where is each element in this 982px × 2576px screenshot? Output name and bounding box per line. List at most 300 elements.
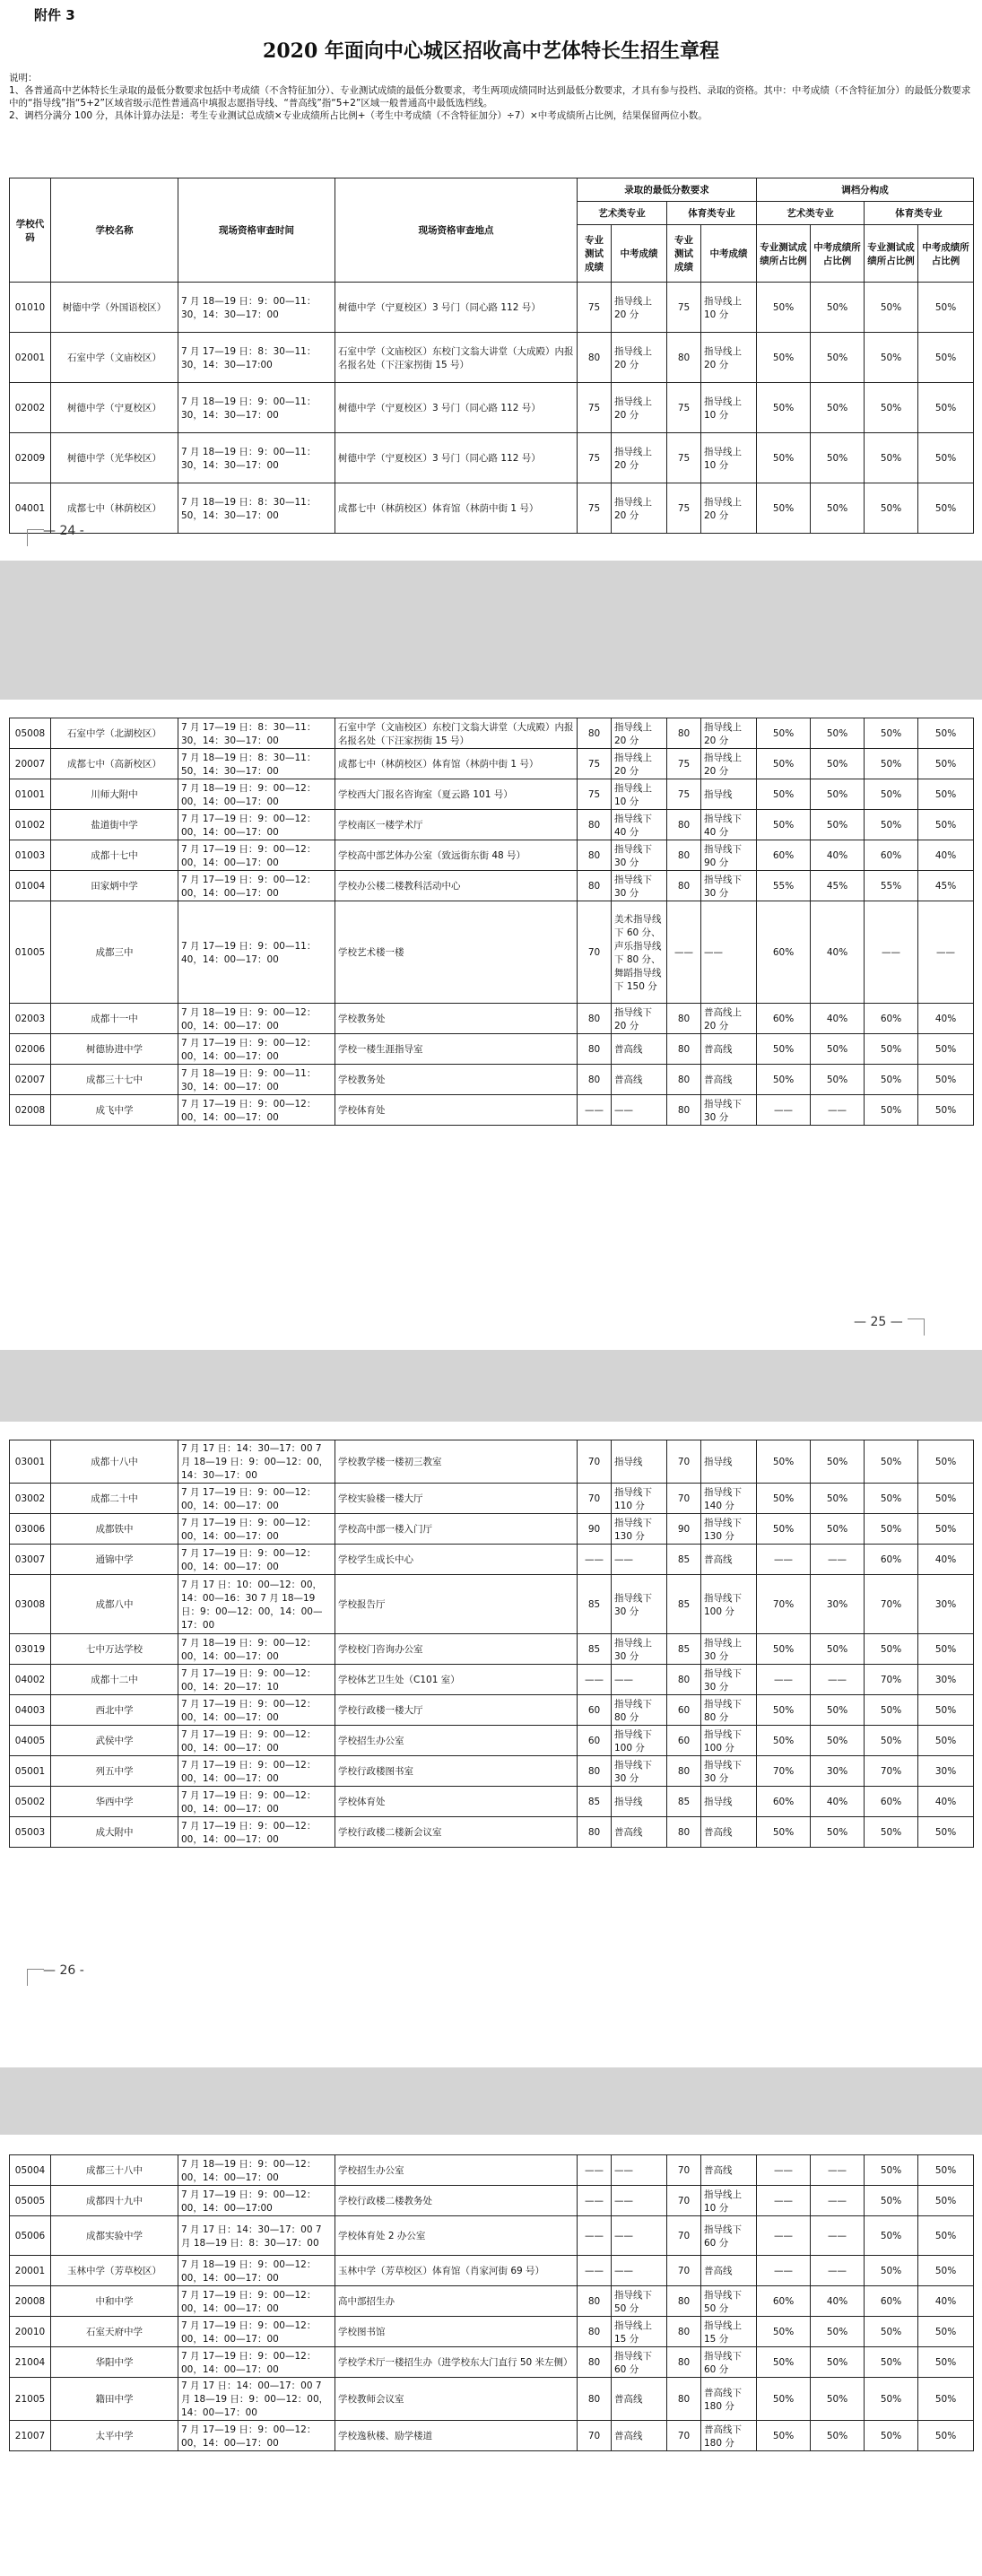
table-cell: 成都三中 bbox=[51, 901, 178, 1004]
header-min-score: 录取的最低分数要求 bbox=[578, 178, 757, 202]
table-cell: 7 月 17—19 日：9：00—12：00，14：20—17：10 bbox=[178, 1665, 335, 1695]
table-cell: 50% bbox=[918, 1514, 974, 1545]
table-cell: 80 bbox=[578, 718, 612, 749]
table-cell: 50% bbox=[757, 1034, 811, 1065]
table-cell: 70% bbox=[865, 1665, 918, 1695]
header-name: 学校名称 bbox=[51, 178, 178, 283]
table-cell: 7 月 17—19 日：9：00—12：00，14：00—17：00 bbox=[178, 2317, 335, 2347]
table-cell: 50% bbox=[918, 810, 974, 840]
table-cell: 学校教学楼一楼初三教室 bbox=[335, 1440, 578, 1484]
table-cell: 04005 bbox=[10, 1726, 51, 1756]
table-cell: 石室天府中学 bbox=[51, 2317, 178, 2347]
attachment-label: 附件 3 bbox=[34, 7, 75, 23]
table-cell: 石室中学（文庙校区） bbox=[51, 333, 178, 383]
table-cell: 50% bbox=[918, 383, 974, 433]
table-cell: 树德中学（外国语校区） bbox=[51, 283, 178, 333]
table-cell: 50% bbox=[811, 1726, 865, 1756]
table-cell: 指导线上 20 分 bbox=[701, 483, 757, 534]
table-cell: 80 bbox=[667, 2347, 701, 2378]
table-cell: 指导线下 30 分 bbox=[701, 871, 757, 901]
document-title: 2020 年面向中心城区招收高中艺体特长生招生章程 bbox=[263, 39, 719, 63]
table-cell: 50% bbox=[811, 1484, 865, 1514]
table-cell: 普高线下 180 分 bbox=[701, 2378, 757, 2421]
table-cell: 01005 bbox=[10, 901, 51, 1004]
table-row bbox=[10, 1440, 974, 1484]
table-cell: 50% bbox=[811, 779, 865, 810]
table-cell: 7 月 17—19 日：9：00—12：00，14：00—17：00 bbox=[178, 1817, 335, 1848]
table-cell: 50% bbox=[865, 810, 918, 840]
table-cell: 50% bbox=[811, 333, 865, 383]
table-cell: 50% bbox=[757, 749, 811, 779]
table-cell: 50% bbox=[865, 779, 918, 810]
table-cell: 50% bbox=[918, 1034, 974, 1065]
table-cell: 80 bbox=[667, 840, 701, 871]
table-cell: 指导线上 10 分 bbox=[612, 779, 667, 810]
table-row bbox=[10, 333, 974, 383]
table-cell: 60% bbox=[865, 1545, 918, 1575]
table-cell: 80 bbox=[667, 1004, 701, 1034]
table-cell: 7 月 18—19 日：9：00—11：30，14：30—17：00 bbox=[178, 433, 335, 483]
table-cell: 7 月 17—19 日：9：00—12：00，14：00—17：00 bbox=[178, 1484, 335, 1514]
table-cell: 7 月 17—19 日：9：00—12：00，14：00—17：00 bbox=[178, 1545, 335, 1575]
header-adjust: 调档分构成 bbox=[757, 178, 974, 202]
table-cell: 55% bbox=[757, 871, 811, 901]
table-cell: 50% bbox=[865, 2256, 918, 2286]
table-cell: 普高线 bbox=[701, 2256, 757, 2286]
table-cell: 85 bbox=[578, 1634, 612, 1665]
table-cell: 50% bbox=[811, 2347, 865, 2378]
table-cell: 7 月 17—19 日：9：00—12：00，14：00—17:00 bbox=[178, 2186, 335, 2216]
table-cell: 指导线上 30 分 bbox=[612, 1634, 667, 1665]
table-cell: 50% bbox=[865, 1695, 918, 1726]
table-cell: 7 月 17—19 日：9：00—12：00，14：00—17：00 bbox=[178, 2286, 335, 2317]
table-row bbox=[10, 1575, 974, 1634]
table-cell: 60% bbox=[757, 2286, 811, 2317]
table-cell: 中和中学 bbox=[51, 2286, 178, 2317]
table-cell: 指导线 bbox=[701, 779, 757, 810]
table-cell: 指导线上 10 分 bbox=[701, 283, 757, 333]
table-cell: 02006 bbox=[10, 1034, 51, 1065]
table-cell: —— bbox=[612, 1095, 667, 1126]
table-cell: 75 bbox=[667, 383, 701, 433]
table-cell: 学校招生办公室 bbox=[335, 2155, 578, 2186]
table-cell: 树德协进中学 bbox=[51, 1034, 178, 1065]
table-cell: 50% bbox=[918, 1065, 974, 1095]
table-cell: 80 bbox=[667, 1665, 701, 1695]
table-cell: 50% bbox=[918, 2186, 974, 2216]
table-cell: 学校教务处 bbox=[335, 1065, 578, 1095]
table-cell: 40% bbox=[811, 1004, 865, 1034]
table-cell: 指导线上 20 分 bbox=[701, 718, 757, 749]
table-cell: 普高线 bbox=[701, 2155, 757, 2186]
header-zk-ratio: 中考成绩所占比例 bbox=[918, 225, 974, 283]
table-row bbox=[10, 2378, 974, 2421]
table-cell: 50% bbox=[757, 1695, 811, 1726]
table-cell: 50% bbox=[757, 283, 811, 333]
table-row bbox=[10, 433, 974, 483]
table-cell: 70 bbox=[578, 1484, 612, 1514]
table-cell: 75 bbox=[578, 779, 612, 810]
table-cell: 50% bbox=[811, 483, 865, 534]
table-cell: 50% bbox=[918, 433, 974, 483]
table-cell: 7 月 17 日：10：00—12：00，14：00—16：30 7 月 18—19 日：9：00—12：00，14：00—17：00 bbox=[178, 1575, 335, 1634]
table-cell: 70 bbox=[667, 2256, 701, 2286]
table-cell: 40% bbox=[811, 2286, 865, 2317]
table-cell: 50% bbox=[757, 2347, 811, 2378]
table-cell: 90 bbox=[667, 1514, 701, 1545]
table-cell: 30% bbox=[918, 1756, 974, 1787]
table-cell: 70 bbox=[667, 2186, 701, 2216]
table-cell: 50% bbox=[865, 283, 918, 333]
table-cell: 学校教师会议室 bbox=[335, 2378, 578, 2421]
table-cell: 21004 bbox=[10, 2347, 51, 2378]
table-cell: 60% bbox=[865, 2286, 918, 2317]
header-sport: 体育类专业 bbox=[667, 202, 757, 225]
table-cell: 70 bbox=[578, 901, 612, 1004]
table-row bbox=[10, 1634, 974, 1665]
table-cell: 50% bbox=[918, 1484, 974, 1514]
table-cell: 美术指导线下 60 分、声乐指导线下 80 分、舞蹈指导线下 150 分 bbox=[612, 901, 667, 1004]
table-cell: 指导线上 20 分 bbox=[612, 383, 667, 433]
table-cell: 45% bbox=[918, 871, 974, 901]
table-row bbox=[10, 1787, 974, 1817]
table-cell: 指导线下 130 分 bbox=[701, 1514, 757, 1545]
table-cell: 50% bbox=[757, 433, 811, 483]
table-cell: 50% bbox=[918, 1726, 974, 1756]
table-cell: 40% bbox=[918, 840, 974, 871]
table-cell: 50% bbox=[918, 1817, 974, 1848]
table-cell: 学校西大门报名咨询室（夏云路 101 号） bbox=[335, 779, 578, 810]
table-cell: 成都七中（林荫校区） bbox=[51, 483, 178, 534]
table-cell: 20007 bbox=[10, 749, 51, 779]
table-cell: 指导线下 90 分 bbox=[701, 840, 757, 871]
table-cell: 03002 bbox=[10, 1484, 51, 1514]
table-cell: 50% bbox=[811, 2378, 865, 2421]
table-cell: 普高线下 180 分 bbox=[701, 2421, 757, 2451]
table-cell: 30% bbox=[918, 1575, 974, 1634]
table-row bbox=[10, 2347, 974, 2378]
table-cell: 川师大附中 bbox=[51, 779, 178, 810]
table-cell: —— bbox=[667, 901, 701, 1004]
table-cell: 60 bbox=[667, 1726, 701, 1756]
table-row bbox=[10, 383, 974, 433]
table-cell: 05005 bbox=[10, 2186, 51, 2216]
table-cell: 60% bbox=[757, 901, 811, 1004]
header-art: 艺术类专业 bbox=[578, 202, 667, 225]
table-cell: 成都七中（林荫校区）体育馆（林荫中街 1 号） bbox=[335, 749, 578, 779]
table-cell: 指导线下 40 分 bbox=[701, 810, 757, 840]
table-row bbox=[10, 1004, 974, 1034]
table-cell: —— bbox=[612, 1545, 667, 1575]
table-cell: 50% bbox=[918, 2421, 974, 2451]
table-cell: 普高线 bbox=[701, 1034, 757, 1065]
table-cell: 石室中学（北湖校区） bbox=[51, 718, 178, 749]
table-cell: 85 bbox=[578, 1787, 612, 1817]
table-cell: 50% bbox=[865, 2378, 918, 2421]
table-cell: 玉林中学（芳草校区） bbox=[51, 2256, 178, 2286]
table-cell: 学校艺术楼一楼 bbox=[335, 901, 578, 1004]
table-cell: 50% bbox=[865, 1514, 918, 1545]
table-cell: —— bbox=[865, 901, 918, 1004]
table-cell: 指导线 bbox=[612, 1440, 667, 1484]
table-cell: —— bbox=[811, 1545, 865, 1575]
table-cell: 50% bbox=[865, 1634, 918, 1665]
table-cell: —— bbox=[578, 1095, 612, 1126]
table-cell: 02001 bbox=[10, 333, 51, 383]
table-row bbox=[10, 283, 974, 333]
table-cell: 02007 bbox=[10, 1065, 51, 1095]
table-cell: 成都实验中学 bbox=[51, 2216, 178, 2256]
table-cell: 7 月 17 日：14：00—17：00 7 月 18—19 日：9：00—12：00，14：00—17：00 bbox=[178, 2378, 335, 2421]
table-cell: 60% bbox=[757, 1004, 811, 1034]
table-cell: —— bbox=[578, 1545, 612, 1575]
table-row bbox=[10, 2256, 974, 2286]
table-cell: 7 月 17—19 日：9：00—12：00，14：00—17：00 bbox=[178, 1787, 335, 1817]
table-cell: 指导线下 30 分 bbox=[701, 1665, 757, 1695]
table-cell: 指导线下 100 分 bbox=[612, 1726, 667, 1756]
table-cell: —— bbox=[811, 1665, 865, 1695]
table-cell: 指导线下 100 分 bbox=[701, 1726, 757, 1756]
table-cell: 50% bbox=[865, 2347, 918, 2378]
table-cell: 55% bbox=[865, 871, 918, 901]
table-row bbox=[10, 1695, 974, 1726]
table-cell: 75 bbox=[578, 749, 612, 779]
table-cell: 70 bbox=[667, 2421, 701, 2451]
table-cell: 50% bbox=[918, 2378, 974, 2421]
header-zk-score: 中考成绩 bbox=[701, 225, 757, 283]
table-cell: 石室中学（文庙校区）东校门文翁大讲堂（大成殿）内报名报名处（下汪家拐街 15 号） bbox=[335, 718, 578, 749]
table-cell: 80 bbox=[578, 2347, 612, 2378]
table-cell: 20001 bbox=[10, 2256, 51, 2286]
table-cell: 50% bbox=[757, 1065, 811, 1095]
table-cell: 玉林中学（芳草校区）体育馆（肖家河街 69 号） bbox=[335, 2256, 578, 2286]
table-cell: 50% bbox=[918, 333, 974, 383]
table-cell: 指导线下 60 分 bbox=[701, 2347, 757, 2378]
header-sport-adj: 体育类专业 bbox=[865, 202, 974, 225]
table-cell: 80 bbox=[578, 1004, 612, 1034]
table-cell: 指导线上 15 分 bbox=[612, 2317, 667, 2347]
table-cell: —— bbox=[811, 2186, 865, 2216]
table-cell: 50% bbox=[918, 1440, 974, 1484]
table-cell: 武侯中学 bbox=[51, 1726, 178, 1756]
table-cell: 50% bbox=[811, 718, 865, 749]
header-zk-ratio: 中考成绩所占比例 bbox=[811, 225, 865, 283]
table-cell: 7 月 18—19 日：9：00—12：00，14：00—17：00 bbox=[178, 779, 335, 810]
table-cell: 学校行政楼二楼新会议室 bbox=[335, 1817, 578, 1848]
table-cell: 学校逸秋楼、励学楼道 bbox=[335, 2421, 578, 2451]
table-cell: 普高线 bbox=[701, 1545, 757, 1575]
table-cell: 学校招生办公室 bbox=[335, 1726, 578, 1756]
table-cell: 50% bbox=[865, 2421, 918, 2451]
table-row bbox=[10, 901, 974, 1004]
table-cell: 02008 bbox=[10, 1095, 51, 1126]
table-cell: 指导线下 80 分 bbox=[612, 1695, 667, 1726]
table-cell: 学校体艺卫生处（C101 室） bbox=[335, 1665, 578, 1695]
header-prof-ratio: 专业测试成绩所占比例 bbox=[757, 225, 811, 283]
table-cell: 20008 bbox=[10, 2286, 51, 2317]
table-cell: 40% bbox=[918, 2286, 974, 2317]
table-cell: 50% bbox=[757, 1484, 811, 1514]
table-cell: —— bbox=[612, 2186, 667, 2216]
table-cell: 50% bbox=[811, 1514, 865, 1545]
table-cell: 指导线上 20 分 bbox=[701, 749, 757, 779]
table-cell: 7 月 17 日：14：30—17：00 7 月 18—19 日：8：30—17：00 bbox=[178, 2216, 335, 2256]
header-prof-score: 专业测试成绩 bbox=[578, 225, 612, 283]
table-cell: —— bbox=[578, 2256, 612, 2286]
table-cell: 学校学生成长中心 bbox=[335, 1545, 578, 1575]
table-cell: 成都七中（林荫校区）体育馆（林荫中街 1 号） bbox=[335, 483, 578, 534]
table-cell: 指导线上 20 分 bbox=[612, 333, 667, 383]
table-row bbox=[10, 483, 974, 534]
table-cell: 75 bbox=[667, 483, 701, 534]
table-cell: 80 bbox=[578, 1817, 612, 1848]
table-cell: —— bbox=[757, 2186, 811, 2216]
table-cell: 指导线下 130 分 bbox=[612, 1514, 667, 1545]
table-cell: 60 bbox=[667, 1695, 701, 1726]
page-gap bbox=[0, 561, 982, 700]
page-corner-mark bbox=[908, 1318, 925, 1336]
table-cell: 盐道街中学 bbox=[51, 810, 178, 840]
table-row bbox=[10, 749, 974, 779]
table-row bbox=[10, 2216, 974, 2256]
table-cell: 成都三十八中 bbox=[51, 2155, 178, 2186]
table-cell: 01003 bbox=[10, 840, 51, 871]
table-cell: 60% bbox=[757, 1787, 811, 1817]
table-cell: 指导线上 20 分 bbox=[612, 433, 667, 483]
table-cell: 树德中学（光华校区） bbox=[51, 433, 178, 483]
table-cell: 50% bbox=[811, 1695, 865, 1726]
header-prof-score: 专业测试成绩 bbox=[667, 225, 701, 283]
table-cell: 50% bbox=[757, 1817, 811, 1848]
table-cell: 80 bbox=[578, 1756, 612, 1787]
table-cell: 50% bbox=[811, 2421, 865, 2451]
table-cell: 7 月 18—19 日：8：30—11：50，14：30—17：00 bbox=[178, 483, 335, 534]
table-cell: 85 bbox=[667, 1787, 701, 1817]
table-cell: 成飞中学 bbox=[51, 1095, 178, 1126]
table-cell: 学校校门咨询办公室 bbox=[335, 1634, 578, 1665]
table-cell: 7 月 17—19 日：9：00—12：00，14：00—17：00 bbox=[178, 871, 335, 901]
table-cell: 01001 bbox=[10, 779, 51, 810]
table-cell: 03007 bbox=[10, 1545, 51, 1575]
table-cell: 80 bbox=[578, 333, 612, 383]
table-cell: 7 月 17—19 日：9：00—11：40，14：00—17：00 bbox=[178, 901, 335, 1004]
table-cell: 学校体育处 2 办公室 bbox=[335, 2216, 578, 2256]
table-cell: 指导线下 30 分 bbox=[701, 1095, 757, 1126]
page-number: — 24 - bbox=[43, 524, 84, 538]
table-row bbox=[10, 2155, 974, 2186]
table-cell: 华阳中学 bbox=[51, 2347, 178, 2378]
header-time: 现场资格审查时间 bbox=[178, 178, 335, 283]
table-cell: 80 bbox=[667, 2286, 701, 2317]
document-page-2 bbox=[0, 700, 982, 1350]
table-cell: 30% bbox=[811, 1575, 865, 1634]
document-page-1 bbox=[0, 0, 982, 561]
table-cell: 高中部招生办 bbox=[335, 2286, 578, 2317]
table-cell: 21007 bbox=[10, 2421, 51, 2451]
table-cell: 7 月 18—19 日：9：00—12：00，14：00—17：00 bbox=[178, 2155, 335, 2186]
table-row bbox=[10, 1514, 974, 1545]
table-cell: 80 bbox=[578, 1034, 612, 1065]
table-cell: 03001 bbox=[10, 1440, 51, 1484]
table-row bbox=[10, 1484, 974, 1514]
document-page-3 bbox=[0, 1422, 982, 2067]
table-cell: 西北中学 bbox=[51, 1695, 178, 1726]
table-cell: 指导线下 60 分 bbox=[612, 2347, 667, 2378]
table-cell: 80 bbox=[667, 871, 701, 901]
table-cell: 指导线上 20 分 bbox=[612, 483, 667, 534]
table-cell: 50% bbox=[865, 1484, 918, 1514]
table-cell: 50% bbox=[918, 283, 974, 333]
table-cell: 70% bbox=[757, 1756, 811, 1787]
table-cell: 7 月 17—19 日：9：00—12：00，14：00—17：00 bbox=[178, 1726, 335, 1756]
table-cell: 50% bbox=[865, 718, 918, 749]
table-cell: 学校行政楼一楼大厅 bbox=[335, 1695, 578, 1726]
table-cell: 成都三十七中 bbox=[51, 1065, 178, 1095]
table-cell: 指导线上 20 分 bbox=[612, 749, 667, 779]
table-cell: 50% bbox=[757, 718, 811, 749]
note-line: 2、调档分满分 100 分，具体计算办法是：考生专业测试总成绩×专业成绩所占比例+（考生中考成绩（不含特征加分）÷7）×中考成绩所占比例，结果保留两位小数。 bbox=[9, 110, 708, 121]
table-cell: 60% bbox=[757, 840, 811, 871]
table-cell: 成都十一中 bbox=[51, 1004, 178, 1034]
table-cell: 华西中学 bbox=[51, 1787, 178, 1817]
table-cell: 80 bbox=[578, 2286, 612, 2317]
table-cell: 70 bbox=[667, 2155, 701, 2186]
page-gap bbox=[0, 1350, 982, 1422]
table-cell: 60 bbox=[578, 1695, 612, 1726]
admission-table bbox=[9, 178, 974, 534]
table-cell: 指导线下 30 分 bbox=[612, 840, 667, 871]
table-cell: 成都十二中 bbox=[51, 1665, 178, 1695]
table-cell: 成大附中 bbox=[51, 1817, 178, 1848]
table-cell: 70 bbox=[667, 2216, 701, 2256]
table-cell: 01004 bbox=[10, 871, 51, 901]
table-cell: 学校高中部一楼入门厅 bbox=[335, 1514, 578, 1545]
table-cell: 70 bbox=[667, 1440, 701, 1484]
table-cell: 80 bbox=[667, 2317, 701, 2347]
table-cell: 50% bbox=[918, 483, 974, 534]
table-cell: 50% bbox=[865, 2155, 918, 2186]
table-cell: 指导线下 30 分 bbox=[612, 1756, 667, 1787]
table-cell: 学校图书馆 bbox=[335, 2317, 578, 2347]
table-cell: 列五中学 bbox=[51, 1756, 178, 1787]
table-cell: 指导线下 100 分 bbox=[701, 1575, 757, 1634]
table-cell: 70 bbox=[578, 2421, 612, 2451]
table-cell: 普高线 bbox=[612, 2421, 667, 2451]
table-cell: 50% bbox=[918, 2256, 974, 2286]
table-cell: —— bbox=[578, 2155, 612, 2186]
table-cell: 90 bbox=[578, 1514, 612, 1545]
table-cell: 85 bbox=[578, 1575, 612, 1634]
table-cell: 太平中学 bbox=[51, 2421, 178, 2451]
table-cell: 指导线 bbox=[612, 1787, 667, 1817]
table-cell: 50% bbox=[865, 1034, 918, 1065]
table-cell: 7 月 17—19 日：9：00—12：00，14：00—17：00 bbox=[178, 1756, 335, 1787]
page-corner-mark bbox=[27, 1969, 44, 1986]
table-cell: 50% bbox=[757, 2378, 811, 2421]
table-cell: 50% bbox=[918, 2216, 974, 2256]
table-row bbox=[10, 1545, 974, 1575]
table-cell: 50% bbox=[757, 810, 811, 840]
table-cell: 50% bbox=[811, 1634, 865, 1665]
table-cell: 75 bbox=[667, 283, 701, 333]
table-cell: 7 月 17 日：14：30—17：00 7 月 18—19 日：9：00—12：00，14：30—17：00 bbox=[178, 1440, 335, 1484]
table-cell: 50% bbox=[811, 2317, 865, 2347]
table-cell: 50% bbox=[811, 283, 865, 333]
table-cell: 85 bbox=[667, 1634, 701, 1665]
table-cell: 40% bbox=[811, 840, 865, 871]
table-cell: 指导线上 20 分 bbox=[701, 333, 757, 383]
table-cell: 20010 bbox=[10, 2317, 51, 2347]
